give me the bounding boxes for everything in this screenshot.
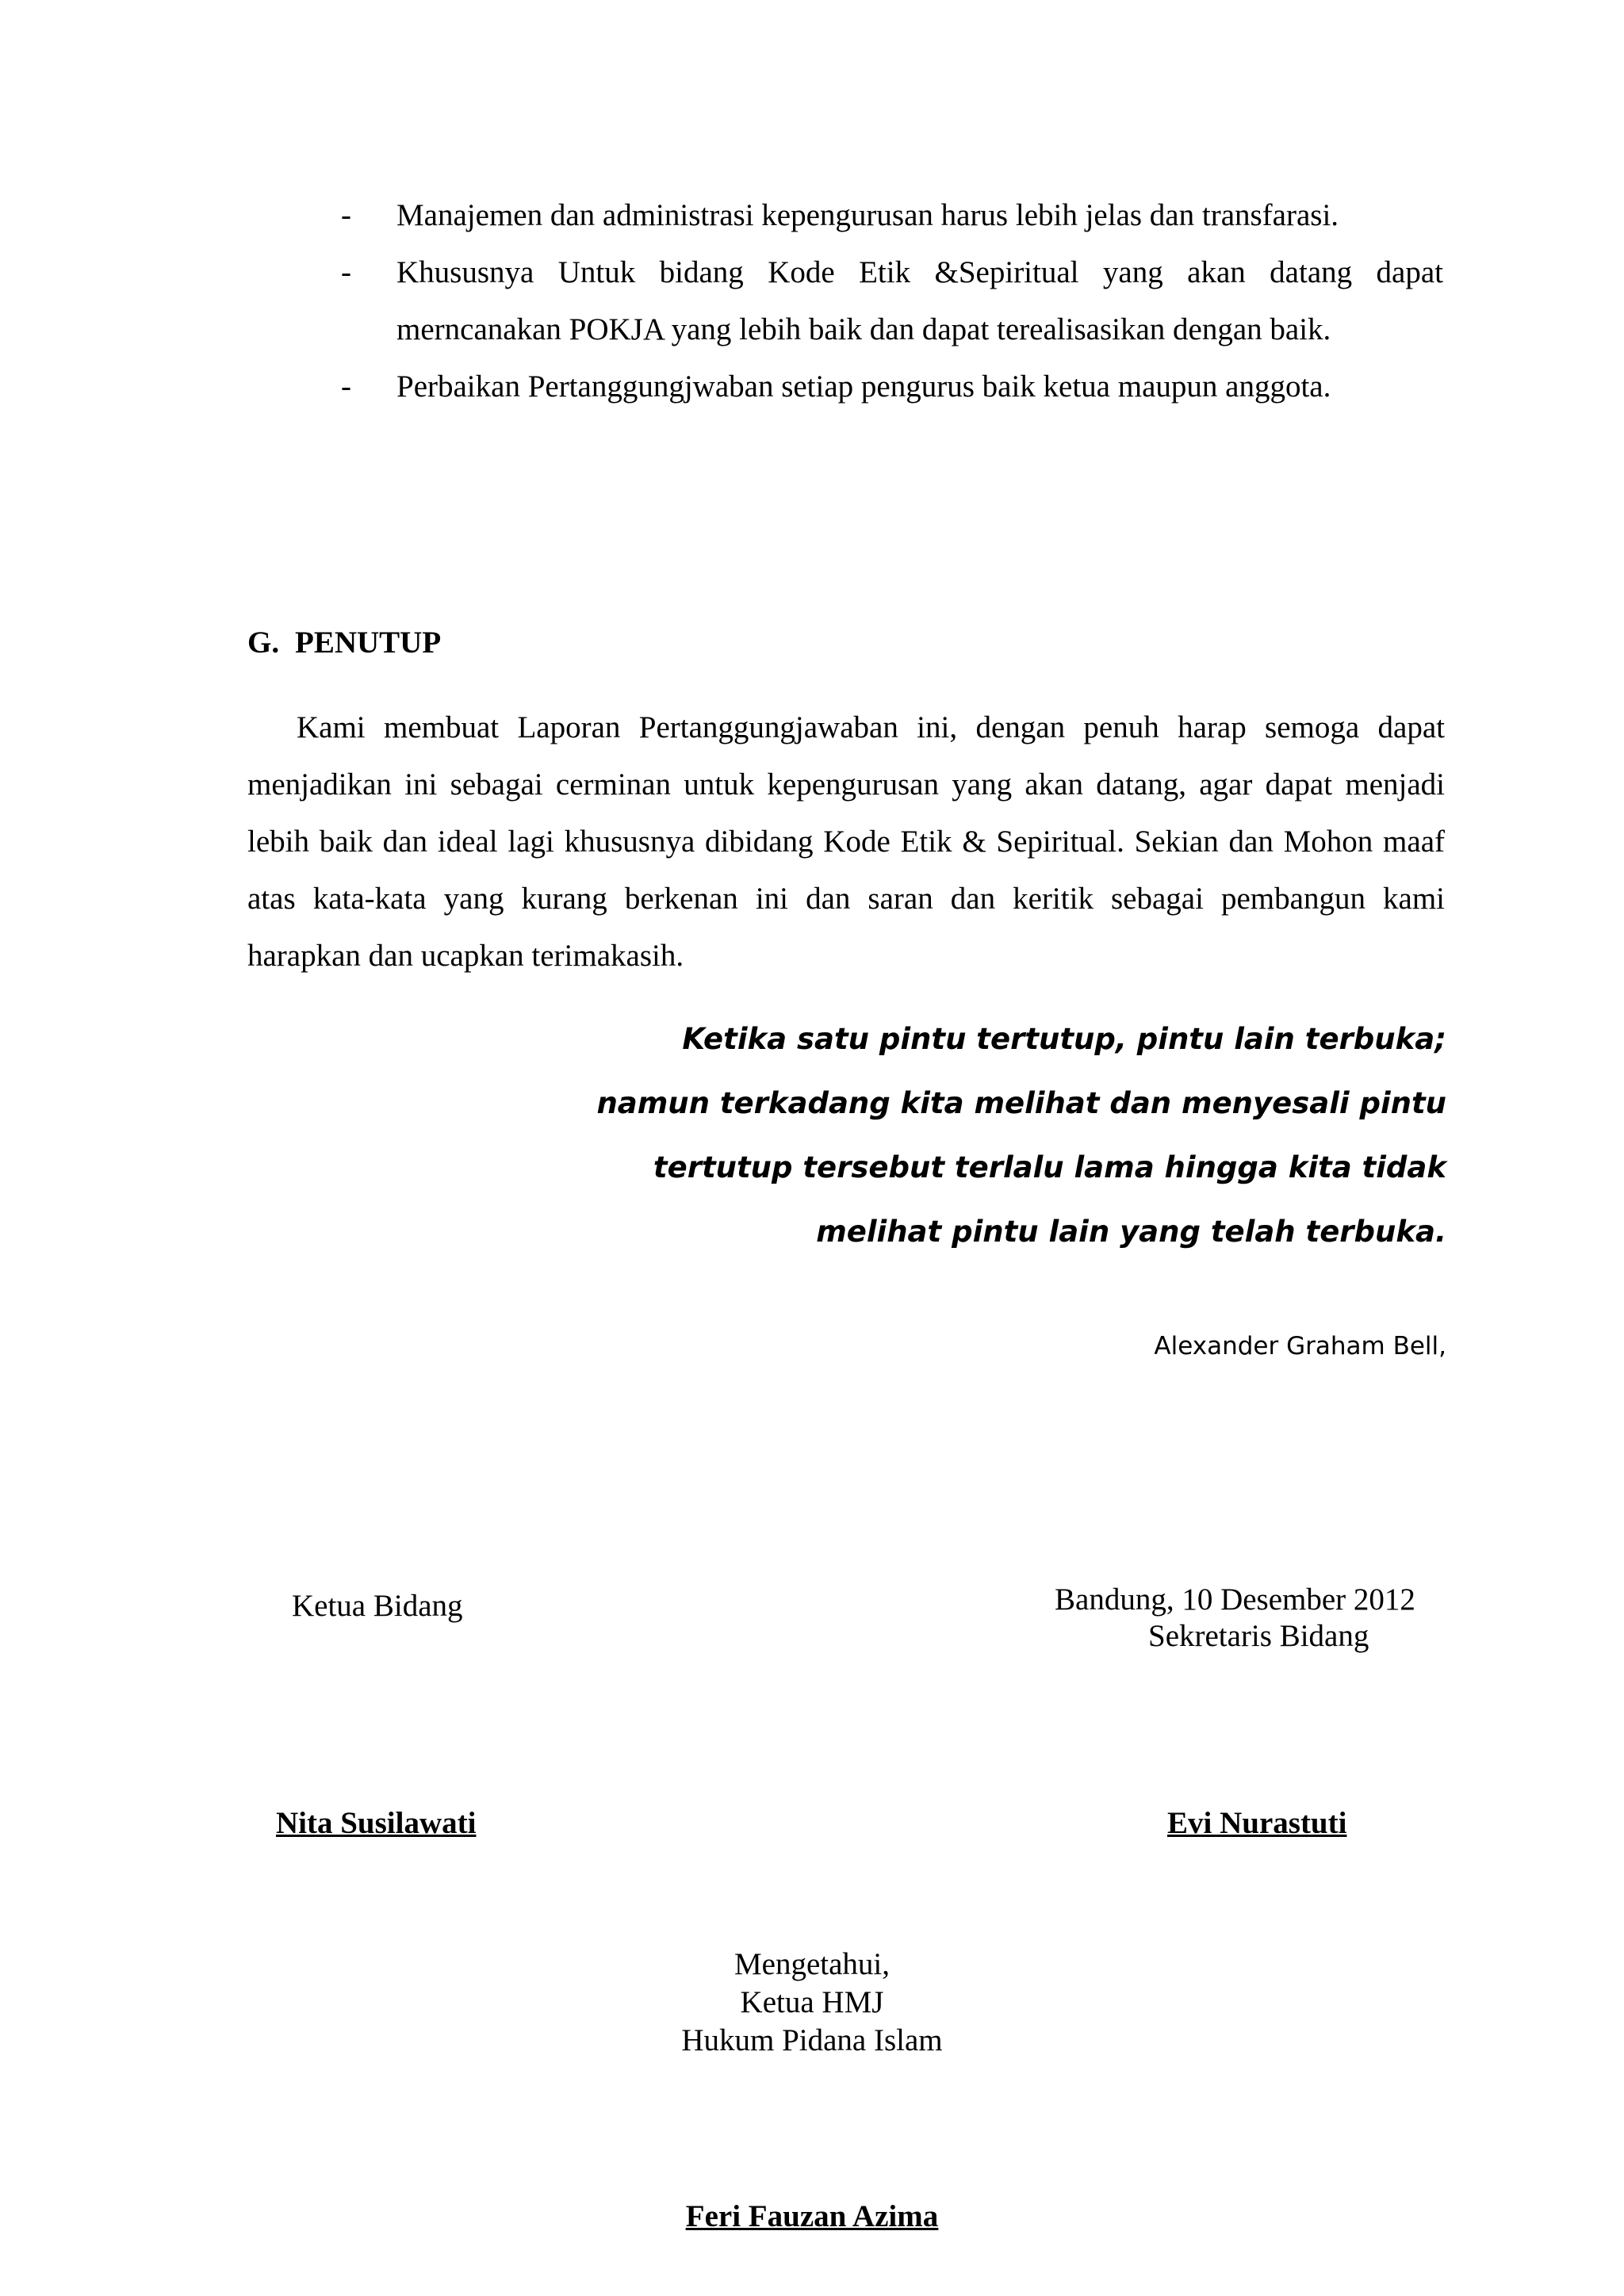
section-number: G. xyxy=(247,626,280,660)
list-item-text: Khususnya Untuk bidang Kode Etik &Sepiritual yang akan datang dapat merncanakan POKJA yang lebih baik dan dapat terealisasikan dengan baik. xyxy=(396,255,1443,346)
section-heading xyxy=(247,614,441,672)
quote-line: namun terkadang kita melihat dan menyesali pintu xyxy=(596,1086,1446,1120)
recommendation-list xyxy=(341,187,1443,415)
section-title: PENUTUP xyxy=(295,626,442,660)
quote-line: melihat pintu lain yang telah terbuka. xyxy=(816,1215,1446,1249)
list-item xyxy=(341,187,1443,244)
left-signatory-name: Nita Susilawati xyxy=(276,1806,477,1840)
closing-paragraph: Kami membuat Laporan Pertanggungjawaban ini, dengan penuh harap semoga dapat menjadikan ini sebagai cerminan untuk kepengurusan yang akan datang, agar dapat menjadi lebih baik dan ideal lagi khususnya dibidang Kode Etik & Sepiritual. Sekian dan Mohon maaf atas kata-kata yang kurang berkenan ini dan saran dan keritik sebagai pembangun kami harapkan dan ucapkan terimakasih. xyxy=(247,710,1445,973)
bullet-marker: - xyxy=(341,369,351,404)
approval-line: Hukum Pidana Islam xyxy=(681,2023,943,2057)
right-signatory-role: Sekretaris Bidang xyxy=(1148,1619,1369,1653)
right-signatory-name: Evi Nurastuti xyxy=(1167,1806,1347,1840)
place-and-date: Bandung, 10 Desember 2012 xyxy=(1055,1582,1415,1617)
list-item xyxy=(341,244,1443,358)
approval-block xyxy=(0,1946,1624,2060)
list-item-text: Manajemen dan administrasi kepengurusan harus lebih jelas dan transfarasi. xyxy=(396,198,1339,232)
approver-name xyxy=(0,2198,1624,2236)
quote-line: Ketika satu pintu tertutup, pintu lain terbuka; xyxy=(682,1022,1446,1056)
quote-line: tertutup tersebut terlalu lama hingga kita tidak xyxy=(653,1150,1446,1184)
bullet-marker: - xyxy=(341,198,351,232)
bullet-marker: - xyxy=(341,255,351,289)
quote-author: Alexander Graham Bell, xyxy=(1154,1332,1446,1360)
approver-name-text: Feri Fauzan Azima xyxy=(685,2199,939,2233)
approval-line: Ketua HMJ xyxy=(740,1985,884,2019)
list-item-text: Perbaikan Pertanggungjwaban setiap pengurus baik ketua maupun anggota. xyxy=(396,369,1331,404)
approval-line: Mengetahui, xyxy=(733,1947,891,1981)
list-item xyxy=(341,358,1443,415)
quote-block xyxy=(495,1007,1446,1264)
left-signatory-role: Ketua Bidang xyxy=(292,1589,463,1623)
